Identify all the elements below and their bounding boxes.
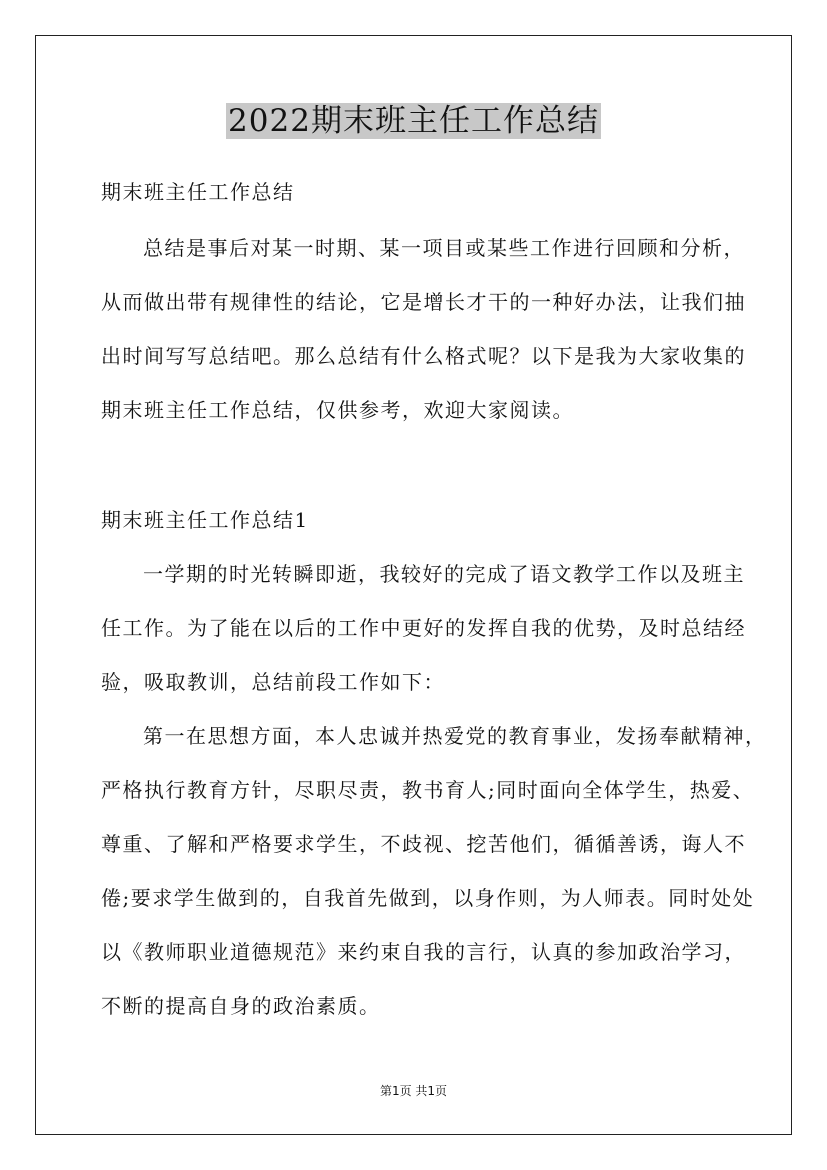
paragraph-line: 总结是事后对某一时期、某一项目或某些工作进行回顾和分析， — [143, 236, 745, 260]
paragraph-line: 出时间写写总结吧。那么总结有什么格式呢？以下是我为大家收集的 — [101, 344, 746, 368]
document-title: 2022期末班主任工作总结 — [228, 103, 599, 139]
page-footer: 第1页 共1页 — [379, 1084, 448, 1098]
paragraph-line: 从而做出带有规律性的结论，它是增长才干的一种好办法，让我们抽 — [101, 290, 746, 314]
paragraph-line: 第一在思想方面，本人忠诚并热爱党的教育事业，发扬奉献精神， — [143, 724, 767, 748]
paragraph-line: 倦;要求学生做到的，自我首先做到，以身作则，为人师表。同时处处 — [101, 886, 755, 910]
paragraph-line: 一学期的时光转瞬即逝，我较好的完成了语文教学工作以及班主 — [143, 562, 745, 586]
section-heading: 期末班主任工作总结 — [101, 180, 295, 204]
paragraph-line: 任工作。为了能在以后的工作中更好的发挥自我的优势，及时总结经 — [101, 616, 746, 640]
paragraph-line: 验，吸取教训，总结前段工作如下： — [101, 670, 445, 694]
paragraph-line: 尊重、了解和严格要求学生，不歧视、挖苦他们，循循善诱，诲人不 — [101, 832, 746, 856]
section-heading: 期末班主任工作总结1 — [101, 508, 309, 532]
paragraph-line: 以《教师职业道德规范》来约束自我的言行，认真的参加政治学习， — [101, 940, 746, 964]
paragraph-line: 严格执行教育方针，尽职尽责，教书育人;同时面向全体学生，热爱、 — [101, 778, 755, 802]
document-title-wrap — [0, 100, 827, 142]
paragraph-line: 期末班主任工作总结，仅供参考，欢迎大家阅读。 — [101, 398, 574, 422]
paragraph-line: 不断的提高自身的政治素质。 — [101, 994, 381, 1018]
